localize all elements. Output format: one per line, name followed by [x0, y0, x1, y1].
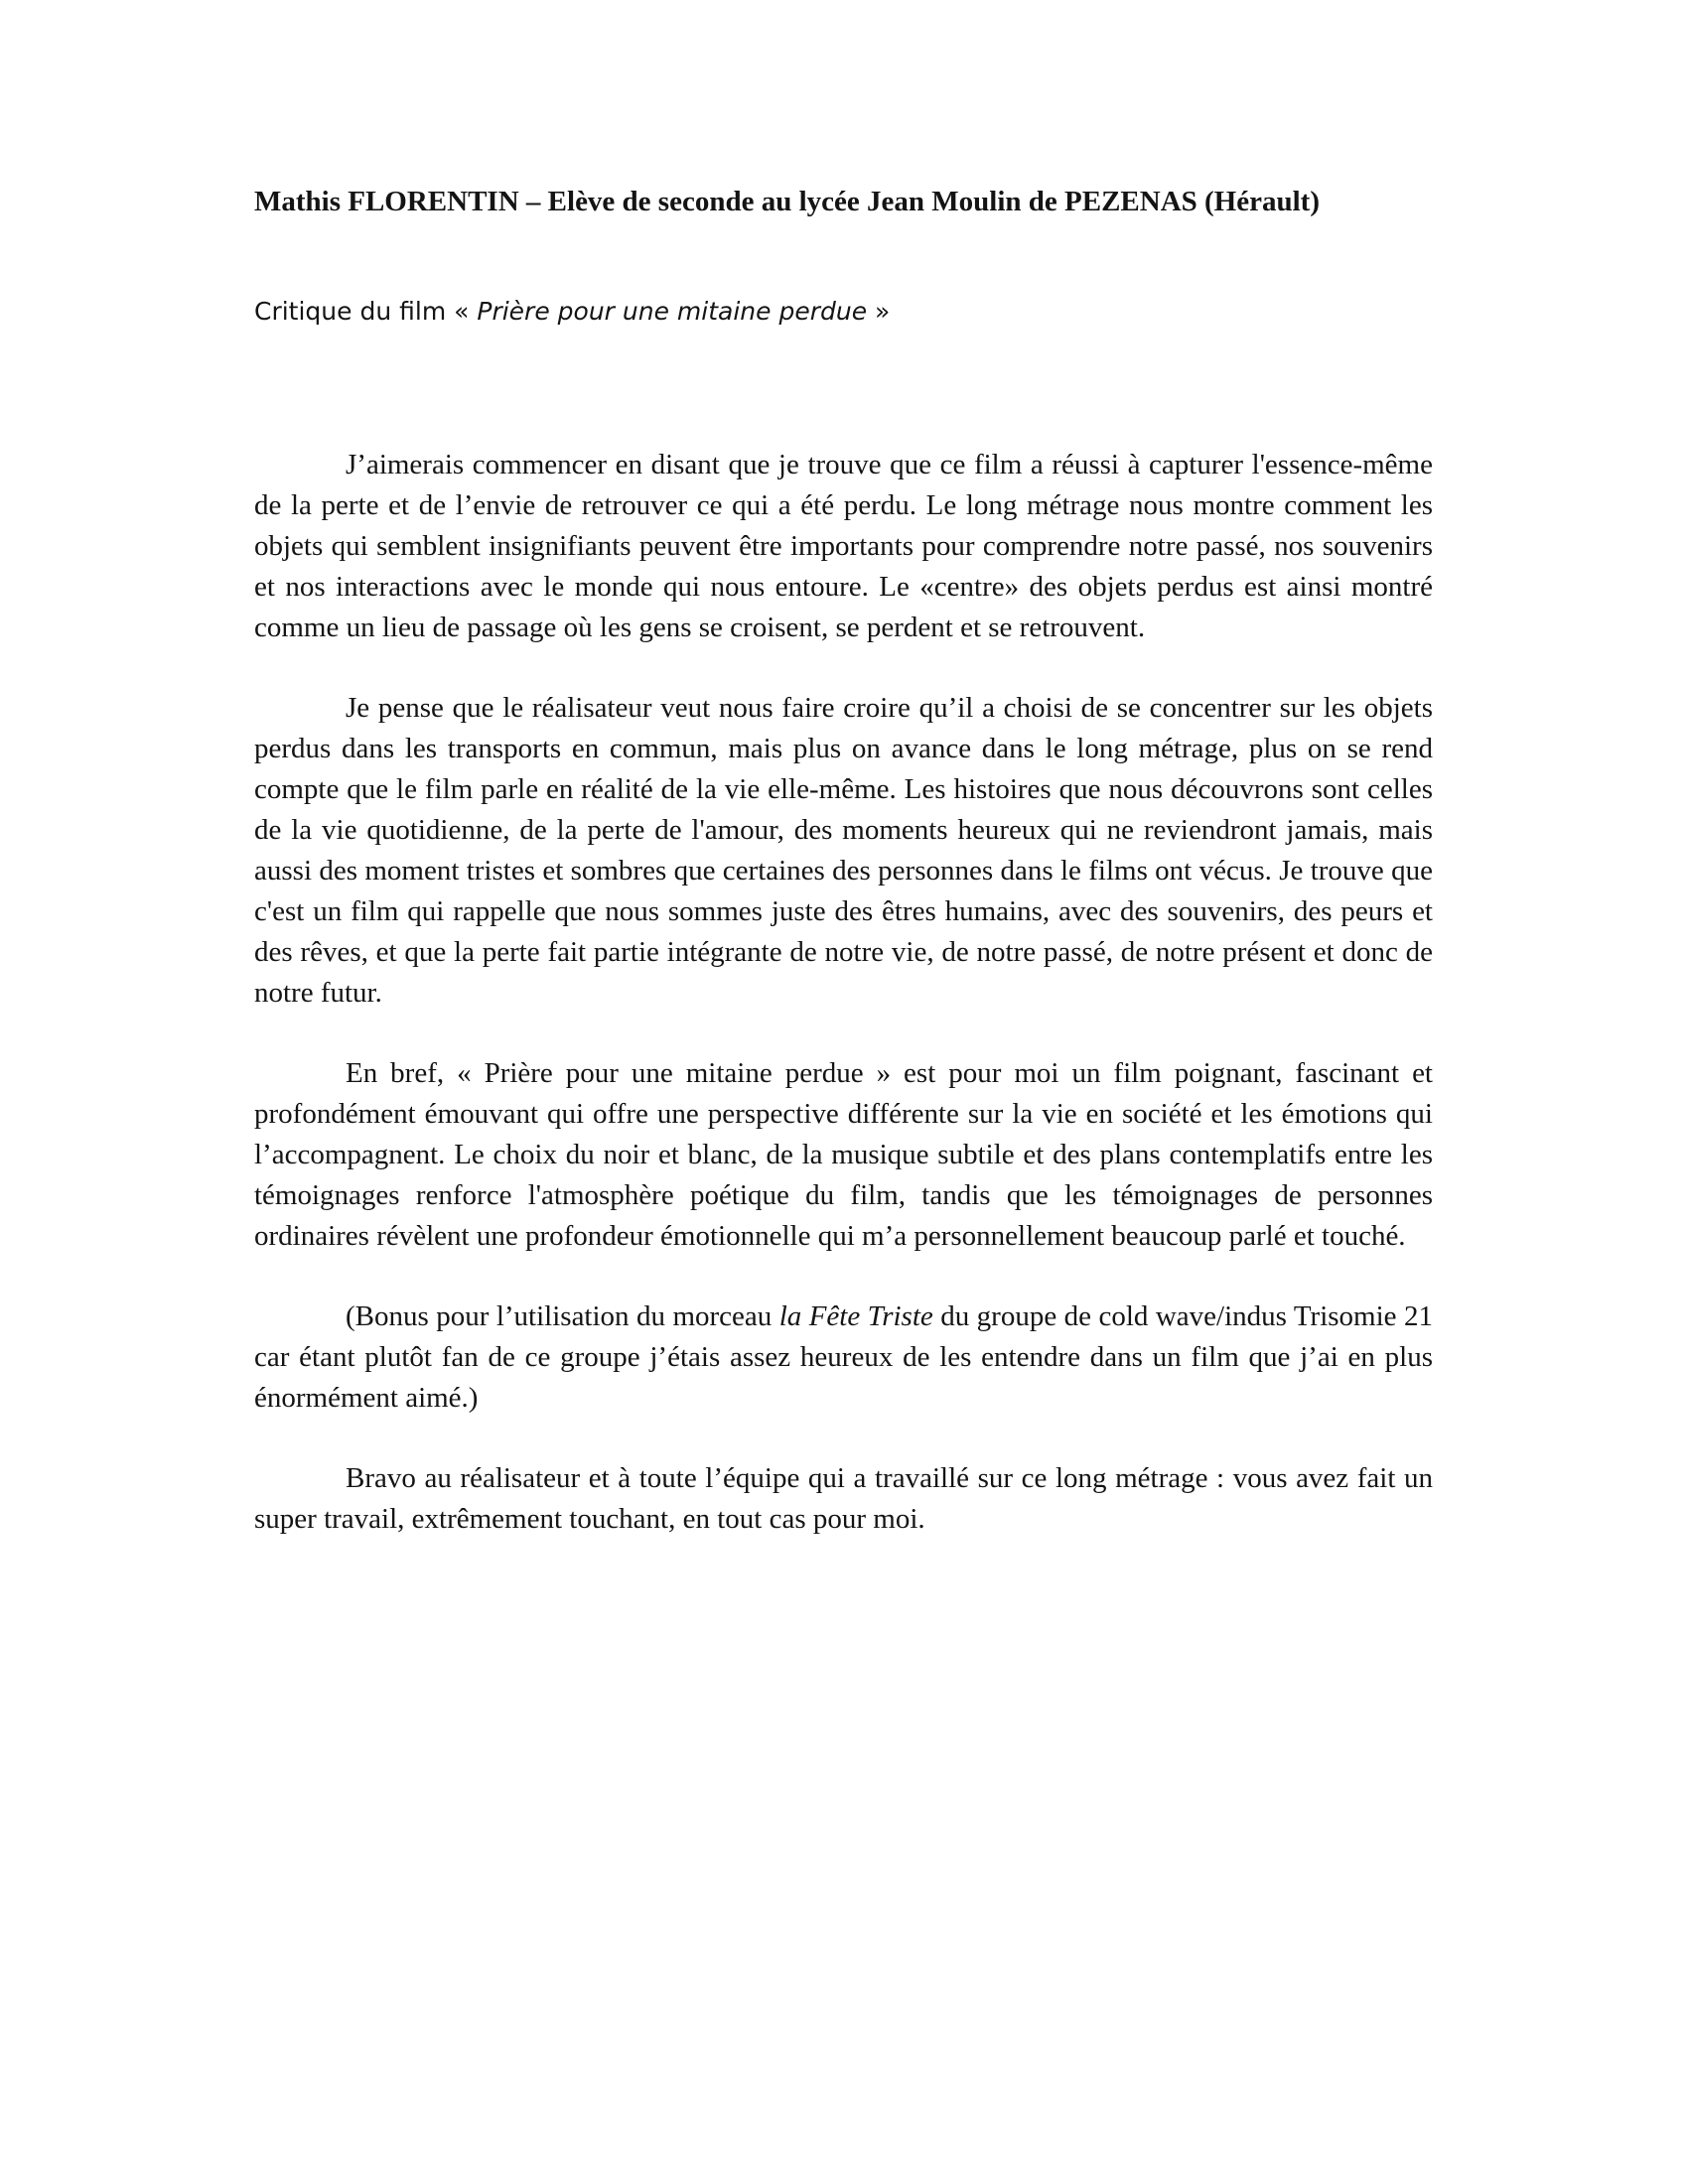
film-title: Prière pour une mitaine perdue — [477, 297, 868, 326]
review-body — [254, 445, 1433, 1579]
paragraph-closing: Bravo au réalisateur et à toute l’équipe qui a travaillé sur ce long métrage : vous avez fait un super travail, extrêmement touchant, en tout cas pour moi. — [254, 1462, 1433, 1535]
author-heading: Mathis FLORENTIN – Elève de seconde au lycée Jean Moulin de PEZENAS (Hérault) — [254, 186, 1320, 217]
bonus-before: (Bonus pour l’utilisation du morceau — [346, 1300, 779, 1332]
subtitle-suffix: » — [867, 297, 891, 326]
review-subtitle — [254, 294, 1446, 330]
paragraph-bonus — [254, 1297, 1433, 1419]
paragraph-analysis: Je pense que le réalisateur veut nous faire croire qu’il a choisi de se concentrer sur les objets perdus dans les transports en commun, mais plus on avance dans le long métrage, plus on se rend compte que le film parle en réalité de la vie elle-même. Les histoires que nous découvrons sont celles de la vie quotidienne, de la perte de l'amour, des moments heureux qui ne reviendront jamais, mais aussi des moment tristes et sombres que certaines des personnes dans le films ont vécus. Je trouve que c'est un film qui rappelle que nous sommes juste des êtres humains, avec des souvenirs, des peurs et des rêves, et que la perte fait partie intégrante de notre vie, de notre passé, de notre présent et donc de notre futur. — [254, 692, 1433, 1009]
paragraph-intro: J’aimerais commencer en disant que je trouve que ce film a réussi à capturer l'essence-même de la perte et de l’envie de retrouver ce qui a été perdu. Le long métrage nous montre comment les objets qui semblent insignifiants peuvent être importants pour comprendre notre passé, nos souvenirs et nos interactions avec le monde qui nous entoure. Le «centre» des objets perdus est ainsi montré comme un lieu de passage où les gens se croisent, se perdent et se retrouvent. — [254, 449, 1433, 643]
paragraph-summary: En bref, « Prière pour une mitaine perdue » est pour moi un film poignant, fascinant et profondément émouvant qui offre une perspective différente sur la vie en société et les émotions qui l’accompagnent. Le choix du noir et blanc, de la musique subtile et des plans contemplatifs entre les témoignages renforce l'atmosphère poétique du film, tandis que les témoignages de personnes ordinaires révèlent une profondeur émotionnelle qui m’a personnellement beaucoup parlé et touché. — [254, 1057, 1433, 1252]
song-title: la Fête Triste — [778, 1300, 933, 1332]
bonus-after: du groupe de cold wave/indus Trisomie 21 car étant plutôt fan de ce groupe j’étais assez heureux de les entendre dans un film que j’ai en plus énormément aimé.) — [254, 1300, 1433, 1414]
subtitle-prefix: Critique du film « — [254, 297, 478, 326]
